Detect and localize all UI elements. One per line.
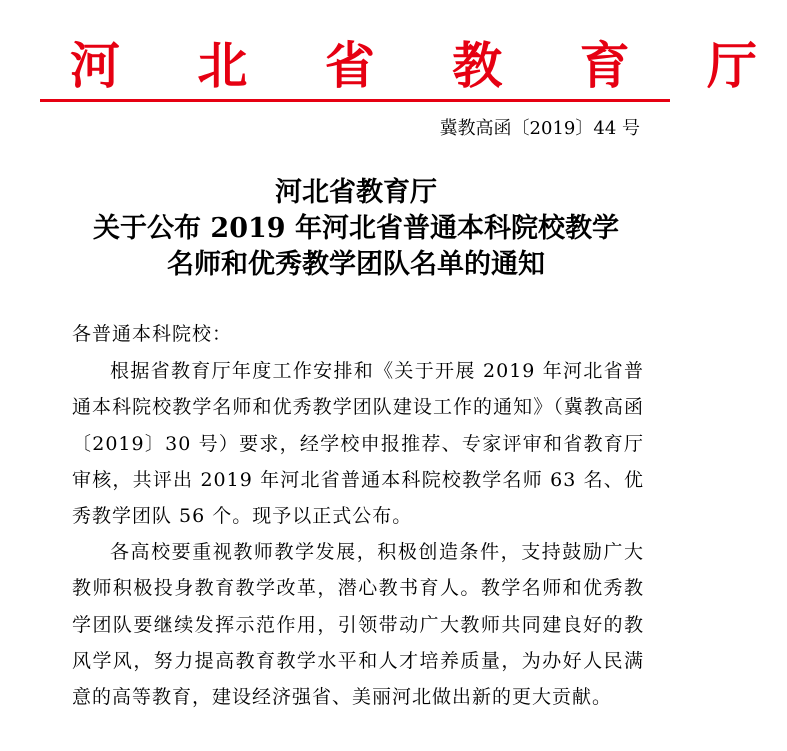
document-title-line-1: 河北省教育厅 [275, 177, 437, 208]
document-number: 冀教高函〔2019〕44 号 [439, 118, 640, 139]
masthead-rule [40, 99, 670, 102]
agency-masthead: 河 北 省 教 育 厅 [70, 36, 787, 95]
body-paragraph-1: 根据省教育厅年度工作安排和《关于开展 2019 年河北省普通本科院校教学名师和优秀教学团队建设工作的通知》（冀教高函〔2019〕30 号）要求，经学校申报推荐、专家评审和省教育厅审核，共评出 2019 年河北省普通本科院校教学名师 63 名、优秀教学团队 56 个。现予以正式公布。 [72, 360, 644, 528]
salutation: 各普通本科院校： [72, 323, 233, 345]
document-title-line-2: 关于公布 2019 年河北省普通本科院校教学 [93, 213, 619, 244]
body-paragraph-2: 各高校要重视教师教学发展，积极创造条件，支持鼓励广大教师积极投身教育教学改革，潜心教书育人。教学名师和优秀教学团队要继续发挥示范作用，引领带动广大教师共同建良好的教风学风，努力提高教育教学水平和人才培养质量，为办好人民满意的高等教育，建设经济强省、美丽河北做出新的更大贡献。 [72, 541, 644, 709]
document-title-line-3: 名师和优秀教学团队名单的通知 [167, 249, 545, 280]
